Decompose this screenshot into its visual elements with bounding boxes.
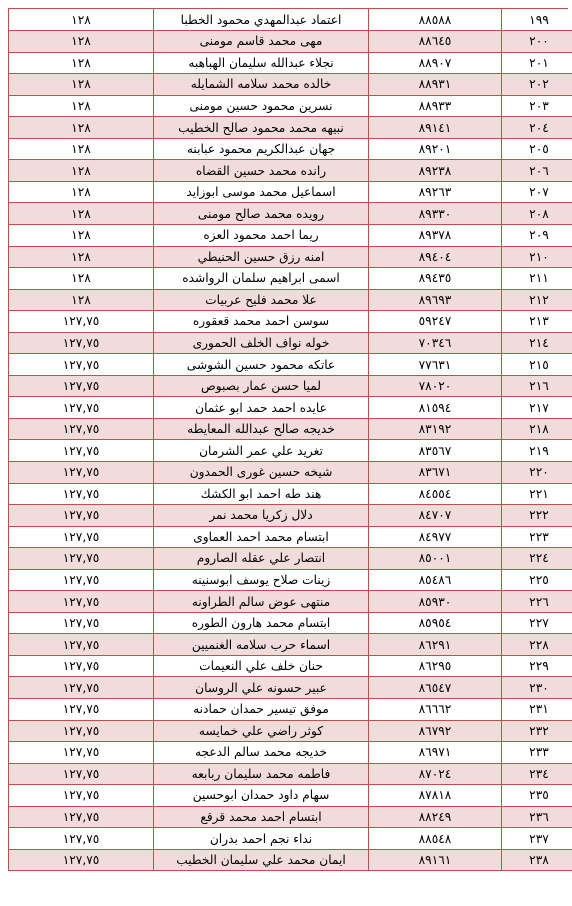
id-cell: ٨٨٩٠٧ [369,52,502,74]
score-cell: ١٢٧,٧٥ [9,461,154,483]
id-cell: ٨٧٨١٨ [369,785,502,807]
name-cell: سهام داود حمدان ابوحسين [154,785,369,807]
score-cell: ١٢٨ [9,224,154,246]
table-row [9,828,572,850]
score-cell: ١٢٧,٧٥ [9,354,154,376]
table-row [9,138,572,160]
id-cell: ٨٨٩٣٣ [369,95,502,117]
table-row [9,52,572,74]
table-row [9,160,572,182]
table-row [9,354,572,376]
id-cell: ٨٦٦٦٢ [369,699,502,721]
id-cell: ٨٩٣٧٨ [369,224,502,246]
score-cell: ١٢٧,٧٥ [9,806,154,828]
id-cell: ٨١٥٩٤ [369,397,502,419]
row-number-cell: ٢١٩ [502,440,572,462]
table-row [9,763,572,785]
id-cell: ٨٩٦٩٣ [369,289,502,311]
score-cell: ١٢٨ [9,95,154,117]
id-cell: ٧٠٣٤٦ [369,332,502,354]
score-cell: ١٢٨ [9,117,154,139]
row-number-cell: ٢١٦ [502,375,572,397]
table-row [9,440,572,462]
table-row [9,95,572,117]
row-number-cell: ٢٢٦ [502,591,572,613]
id-cell: ٨٩٣٣٠ [369,203,502,225]
table-row [9,117,572,139]
name-cell: رويده محمد صالح مومنى [154,203,369,225]
results-sheet [8,8,568,871]
row-number-cell: ٢٣٢ [502,720,572,742]
score-cell: ١٢٧,٧٥ [9,742,154,764]
score-cell: ١٢٧,٧٥ [9,634,154,656]
id-cell: ٨٣٦٧١ [369,461,502,483]
row-number-cell: ٢٣٤ [502,763,572,785]
results-table [8,9,572,871]
row-number-cell: ٢٢٥ [502,569,572,591]
row-number-cell: ٢٣٧ [502,828,572,850]
id-cell: ٨٩١٦١ [369,849,502,871]
id-cell: ٨٦٧٩٢ [369,720,502,742]
table-row [9,246,572,268]
row-number-cell: ٢٣٠ [502,677,572,699]
row-number-cell: ٢١٢ [502,289,572,311]
table-row [9,418,572,440]
table-row [9,224,572,246]
row-number-cell: ٢٠٥ [502,138,572,160]
table-row [9,569,572,591]
table-row [9,526,572,548]
id-cell: ٨٥٩٥٤ [369,612,502,634]
score-cell: ١٢٧,٧٥ [9,375,154,397]
name-cell: حنان خلف علي النعيمات [154,655,369,677]
row-number-cell: ٢٢٣ [502,526,572,548]
name-cell: نجلاء عبدالله سليمان الهباهبه [154,52,369,74]
table-row [9,375,572,397]
name-cell: خالده محمد سلامه الشمايله [154,74,369,96]
score-cell: ١٢٧,٧٥ [9,720,154,742]
score-cell: ١٢٧,٧٥ [9,505,154,527]
name-cell: سوسن احمد محمد قعقوره [154,311,369,333]
table-row [9,461,572,483]
row-number-cell: ٢٣٥ [502,785,572,807]
name-cell: خديجه صالح عبدالله المعايطه [154,418,369,440]
row-number-cell: ٢٠٤ [502,117,572,139]
id-cell: ٥٩٢٤٧ [369,311,502,333]
name-cell: ريما احمد محمود العزه [154,224,369,246]
score-cell: ١٢٧,٧٥ [9,526,154,548]
name-cell: موفق تيسير حمدان حمادنه [154,699,369,721]
name-cell: تغريد علي عمر الشرمان [154,440,369,462]
table-row [9,634,572,656]
score-cell: ١٢٨ [9,268,154,290]
score-cell: ١٢٨ [9,203,154,225]
name-cell: خديجه محمد سالم الدعجه [154,742,369,764]
table-row [9,612,572,634]
id-cell: ٧٨٠٢٠ [369,375,502,397]
table-row [9,677,572,699]
id-cell: ٨٨٩٣١ [369,74,502,96]
table-row [9,483,572,505]
table-row [9,74,572,96]
score-cell: ١٢٨ [9,138,154,160]
id-cell: ٨٩١٤١ [369,117,502,139]
score-cell: ١٢٧,٧٥ [9,418,154,440]
row-number-cell: ٢٢٧ [502,612,572,634]
name-cell: مهى محمد قاسم مومنى [154,31,369,53]
name-cell: نداء نجم احمد بدران [154,828,369,850]
results-table-body [9,9,572,871]
row-number-cell: ٢٠٧ [502,181,572,203]
id-cell: ٨٦٥٤٧ [369,677,502,699]
name-cell: عبير حسونه علي الروسان [154,677,369,699]
row-number-cell: ١٩٩ [502,9,572,31]
score-cell: ١٢٨ [9,160,154,182]
name-cell: عاتكه محمود حسين الشوشى [154,354,369,376]
id-cell: ٨٧٠٢٤ [369,763,502,785]
id-cell: ٨٦٩٧١ [369,742,502,764]
table-row [9,699,572,721]
id-cell: ٨٩٢٦٣ [369,181,502,203]
id-cell: ٨٨٦٤٥ [369,31,502,53]
name-cell: هند طه احمد ابو الكشك [154,483,369,505]
id-cell: ٨٩٢٠١ [369,138,502,160]
id-cell: ٨٥٠٠١ [369,548,502,570]
row-number-cell: ٢٠٠ [502,31,572,53]
score-cell: ١٢٧,٧٥ [9,677,154,699]
table-row [9,332,572,354]
table-row [9,742,572,764]
score-cell: ١٢٨ [9,289,154,311]
table-row [9,31,572,53]
row-number-cell: ٢١٨ [502,418,572,440]
id-cell: ٧٧٦٣١ [369,354,502,376]
row-number-cell: ٢١١ [502,268,572,290]
row-number-cell: ٢١٥ [502,354,572,376]
score-cell: ١٢٧,٧٥ [9,849,154,871]
id-cell: ٨٣١٩٢ [369,418,502,440]
row-number-cell: ٢١٧ [502,397,572,419]
table-row [9,785,572,807]
score-cell: ١٢٨ [9,74,154,96]
id-cell: ٨٥٩٣٠ [369,591,502,613]
name-cell: نسرين محمود حسين مومنى [154,95,369,117]
name-cell: دلال زكريا محمد نمر [154,505,369,527]
score-cell: ١٢٧,٧٥ [9,397,154,419]
id-cell: ٨٥٤٨٦ [369,569,502,591]
score-cell: ١٢٧,٧٥ [9,612,154,634]
name-cell: ابتسام محمد هارون الطوره [154,612,369,634]
row-number-cell: ٢٠٣ [502,95,572,117]
row-number-cell: ٢١٤ [502,332,572,354]
table-row [9,548,572,570]
name-cell: شيخه حسين غورى الحمدون [154,461,369,483]
score-cell: ١٢٧,٧٥ [9,699,154,721]
score-cell: ١٢٧,٧٥ [9,548,154,570]
row-number-cell: ٢٣١ [502,699,572,721]
table-row [9,591,572,613]
row-number-cell: ٢٠٩ [502,224,572,246]
score-cell: ١٢٨ [9,31,154,53]
name-cell: ابتسام احمد محمد قرقع [154,806,369,828]
name-cell: انتصار علي عقله الصاروم [154,548,369,570]
score-cell: ١٢٧,٧٥ [9,440,154,462]
row-number-cell: ٢٢٠ [502,461,572,483]
score-cell: ١٢٨ [9,9,154,31]
name-cell: منتهى عوض سالم الطراونه [154,591,369,613]
score-cell: ١٢٧,٧٥ [9,483,154,505]
id-cell: ٨٨٥٤٨ [369,828,502,850]
id-cell: ٨٤٥٥٤ [369,483,502,505]
id-cell: ٨٨٢٤٩ [369,806,502,828]
table-row [9,203,572,225]
score-cell: ١٢٧,٧٥ [9,655,154,677]
row-number-cell: ٢٠٦ [502,160,572,182]
score-cell: ١٢٧,٧٥ [9,828,154,850]
row-number-cell: ٢٢١ [502,483,572,505]
id-cell: ٨٦٢٩٥ [369,655,502,677]
row-number-cell: ٢٢٤ [502,548,572,570]
id-cell: ٨٨٥٨٨ [369,9,502,31]
name-cell: لميا حسن عمار بصبوص [154,375,369,397]
table-row [9,289,572,311]
name-cell: ايمان محمد علي سليمان الخطيب [154,849,369,871]
row-number-cell: ٢٣٨ [502,849,572,871]
name-cell: ابتسام محمد احمد العماوى [154,526,369,548]
name-cell: كوثر راضي علي خمايسه [154,720,369,742]
table-row [9,9,572,31]
score-cell: ١٢٨ [9,246,154,268]
name-cell: اسماعيل محمد موسى ابوزايد [154,181,369,203]
table-row [9,505,572,527]
row-number-cell: ٢٣٦ [502,806,572,828]
table-row [9,720,572,742]
table-row [9,268,572,290]
name-cell: نبيهه محمد محمود صالح الخطيب [154,117,369,139]
name-cell: عايده احمد حمد ابو عثمان [154,397,369,419]
score-cell: ١٢٧,٧٥ [9,311,154,333]
id-cell: ٨٤٩٧٧ [369,526,502,548]
id-cell: ٨٣٥٦٧ [369,440,502,462]
score-cell: ١٢٧,٧٥ [9,763,154,785]
row-number-cell: ٢١٣ [502,311,572,333]
table-row [9,311,572,333]
name-cell: اسماء حرب سلامه الغنميين [154,634,369,656]
score-cell: ١٢٨ [9,181,154,203]
row-number-cell: ٢١٠ [502,246,572,268]
row-number-cell: ٢٢٢ [502,505,572,527]
name-cell: زينات صلاح يوسف ابوسنينه [154,569,369,591]
name-cell: جهان عبدالكريم محمود عبابنه [154,138,369,160]
table-row [9,397,572,419]
id-cell: ٨٤٧٠٧ [369,505,502,527]
name-cell: خوله نواف الخلف الحمورى [154,332,369,354]
id-cell: ٨٩٤٠٤ [369,246,502,268]
name-cell: اسمى ابراهيم سلمان الرواشده [154,268,369,290]
id-cell: ٨٦٢٩١ [369,634,502,656]
table-row [9,849,572,871]
name-cell: اعتماد عبدالمهدي محمود الخطبا [154,9,369,31]
id-cell: ٨٩٢٣٨ [369,160,502,182]
row-number-cell: ٢٣٣ [502,742,572,764]
name-cell: امنه رزق حسين الحنيطي [154,246,369,268]
row-number-cell: ٢٢٨ [502,634,572,656]
score-cell: ١٢٧,٧٥ [9,591,154,613]
score-cell: ١٢٨ [9,52,154,74]
score-cell: ١٢٧,٧٥ [9,569,154,591]
row-number-cell: ٢٢٩ [502,655,572,677]
name-cell: رانده محمد حسين القضاه [154,160,369,182]
name-cell: فاطمه محمد سليمان ربابعه [154,763,369,785]
row-number-cell: ٢٠٢ [502,74,572,96]
row-number-cell: ٢٠١ [502,52,572,74]
score-cell: ١٢٧,٧٥ [9,332,154,354]
row-number-cell: ٢٠٨ [502,203,572,225]
name-cell: علا محمد فليح عربيات [154,289,369,311]
score-cell: ١٢٧,٧٥ [9,785,154,807]
id-cell: ٨٩٤٣٥ [369,268,502,290]
table-row [9,655,572,677]
table-row [9,181,572,203]
table-row [9,806,572,828]
